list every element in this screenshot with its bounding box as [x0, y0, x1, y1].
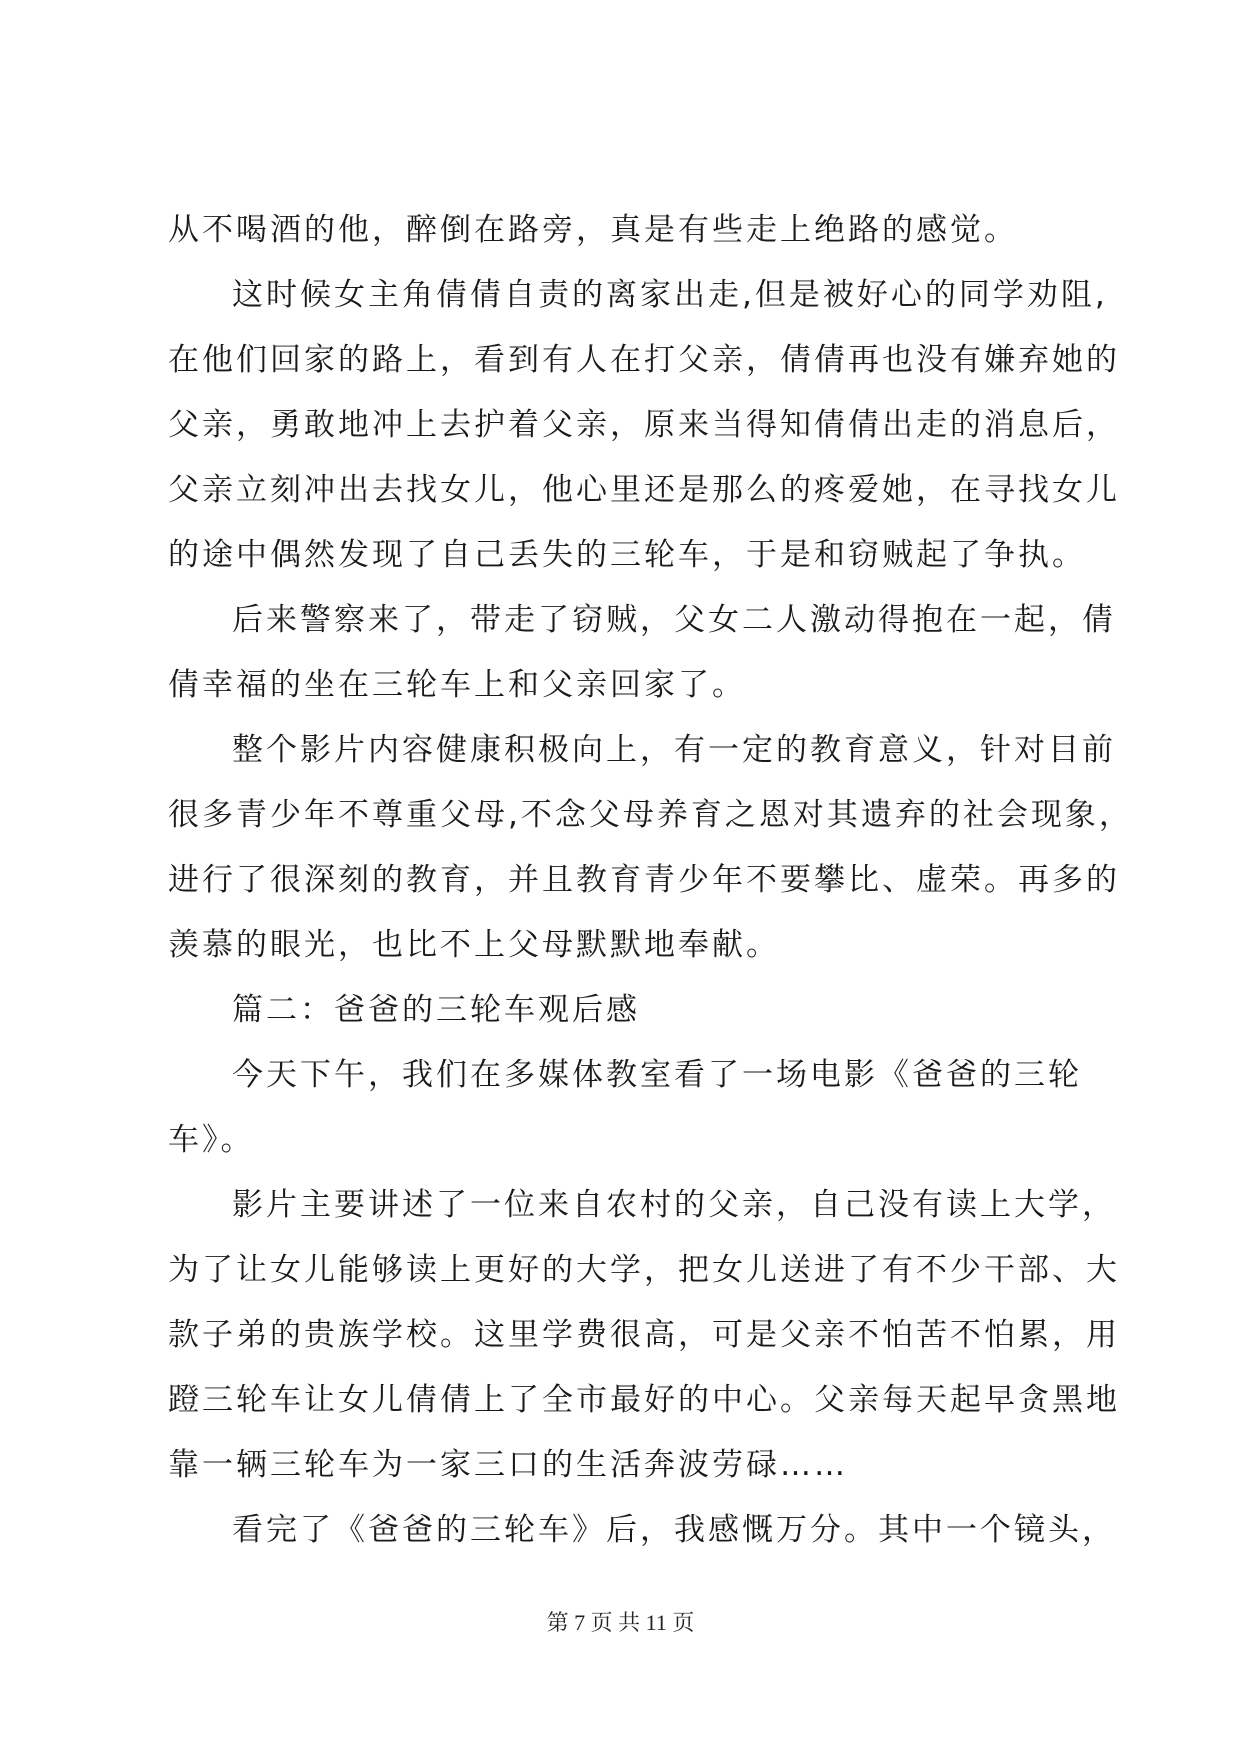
text-line: 靠一辆三轮车为一家三口的生活奔波劳碌…… [168, 1447, 848, 1483]
text-line: 款子弟的贵族学校。这里学费很高，可是父亲不怕苦不怕累，用 [168, 1317, 1120, 1353]
text-line: 进行了很深刻的教育，并且教育青少年不要攀比、虚荣。再多的 [168, 862, 1120, 898]
page-footer: 第 7 页 共 11 页 [546, 1610, 695, 1635]
text-line: 看完了《爸爸的三轮车》后，我感慨万分。其中一个镜头， [232, 1512, 1116, 1548]
text-line: 篇二：爸爸的三轮车观后感 [232, 992, 640, 1028]
text-line: 整个影片内容健康积极向上，有一定的教育意义，针对目前 [232, 732, 1116, 768]
text-line: 后来警察来了，带走了窃贼，父女二人激动得抱在一起，倩 [232, 602, 1116, 638]
text-line: 倩幸福的坐在三轮车上和父亲回家了。 [168, 667, 746, 703]
document-body [168, 198, 1133, 1563]
text-line: 这时候女主角倩倩自责的离家出走,但是被好心的同学劝阻, [232, 277, 1108, 313]
text-line: 羡慕的眼光，也比不上父母默默地奉献。 [168, 927, 780, 963]
text-line: 今天下午，我们在多媒体教室看了一场电影《爸爸的三轮 [232, 1057, 1082, 1093]
text-line: 父亲立刻冲出去找女儿，他心里还是那么的疼爱她，在寻找女儿 [168, 472, 1120, 508]
text-line: 为了让女儿能够读上更好的大学，把女儿送进了有不少干部、大 [168, 1252, 1120, 1288]
text-line: 蹬三轮车让女儿倩倩上了全市最好的中心。父亲每天起早贪黑地 [168, 1382, 1120, 1418]
text-line: 从不喝酒的他，醉倒在路旁，真是有些走上绝路的感觉。 [168, 212, 1018, 248]
text-line: 的途中偶然发现了自己丢失的三轮车，于是和窃贼起了争执。 [168, 537, 1086, 573]
text-line: 很多青少年不尊重父母,不念父母养育之恩对其遗弃的社会现象， [168, 797, 1133, 833]
text-line: 影片主要讲述了一位来自农村的父亲，自己没有读上大学， [232, 1187, 1116, 1223]
text-line: 父亲，勇敢地冲上去护着父亲，原来当得知倩倩出走的消息后， [168, 407, 1120, 443]
text-line: 车》。 [168, 1122, 255, 1158]
text-line: 在他们回家的路上，看到有人在打父亲，倩倩再也没有嫌弃她的 [168, 342, 1120, 378]
